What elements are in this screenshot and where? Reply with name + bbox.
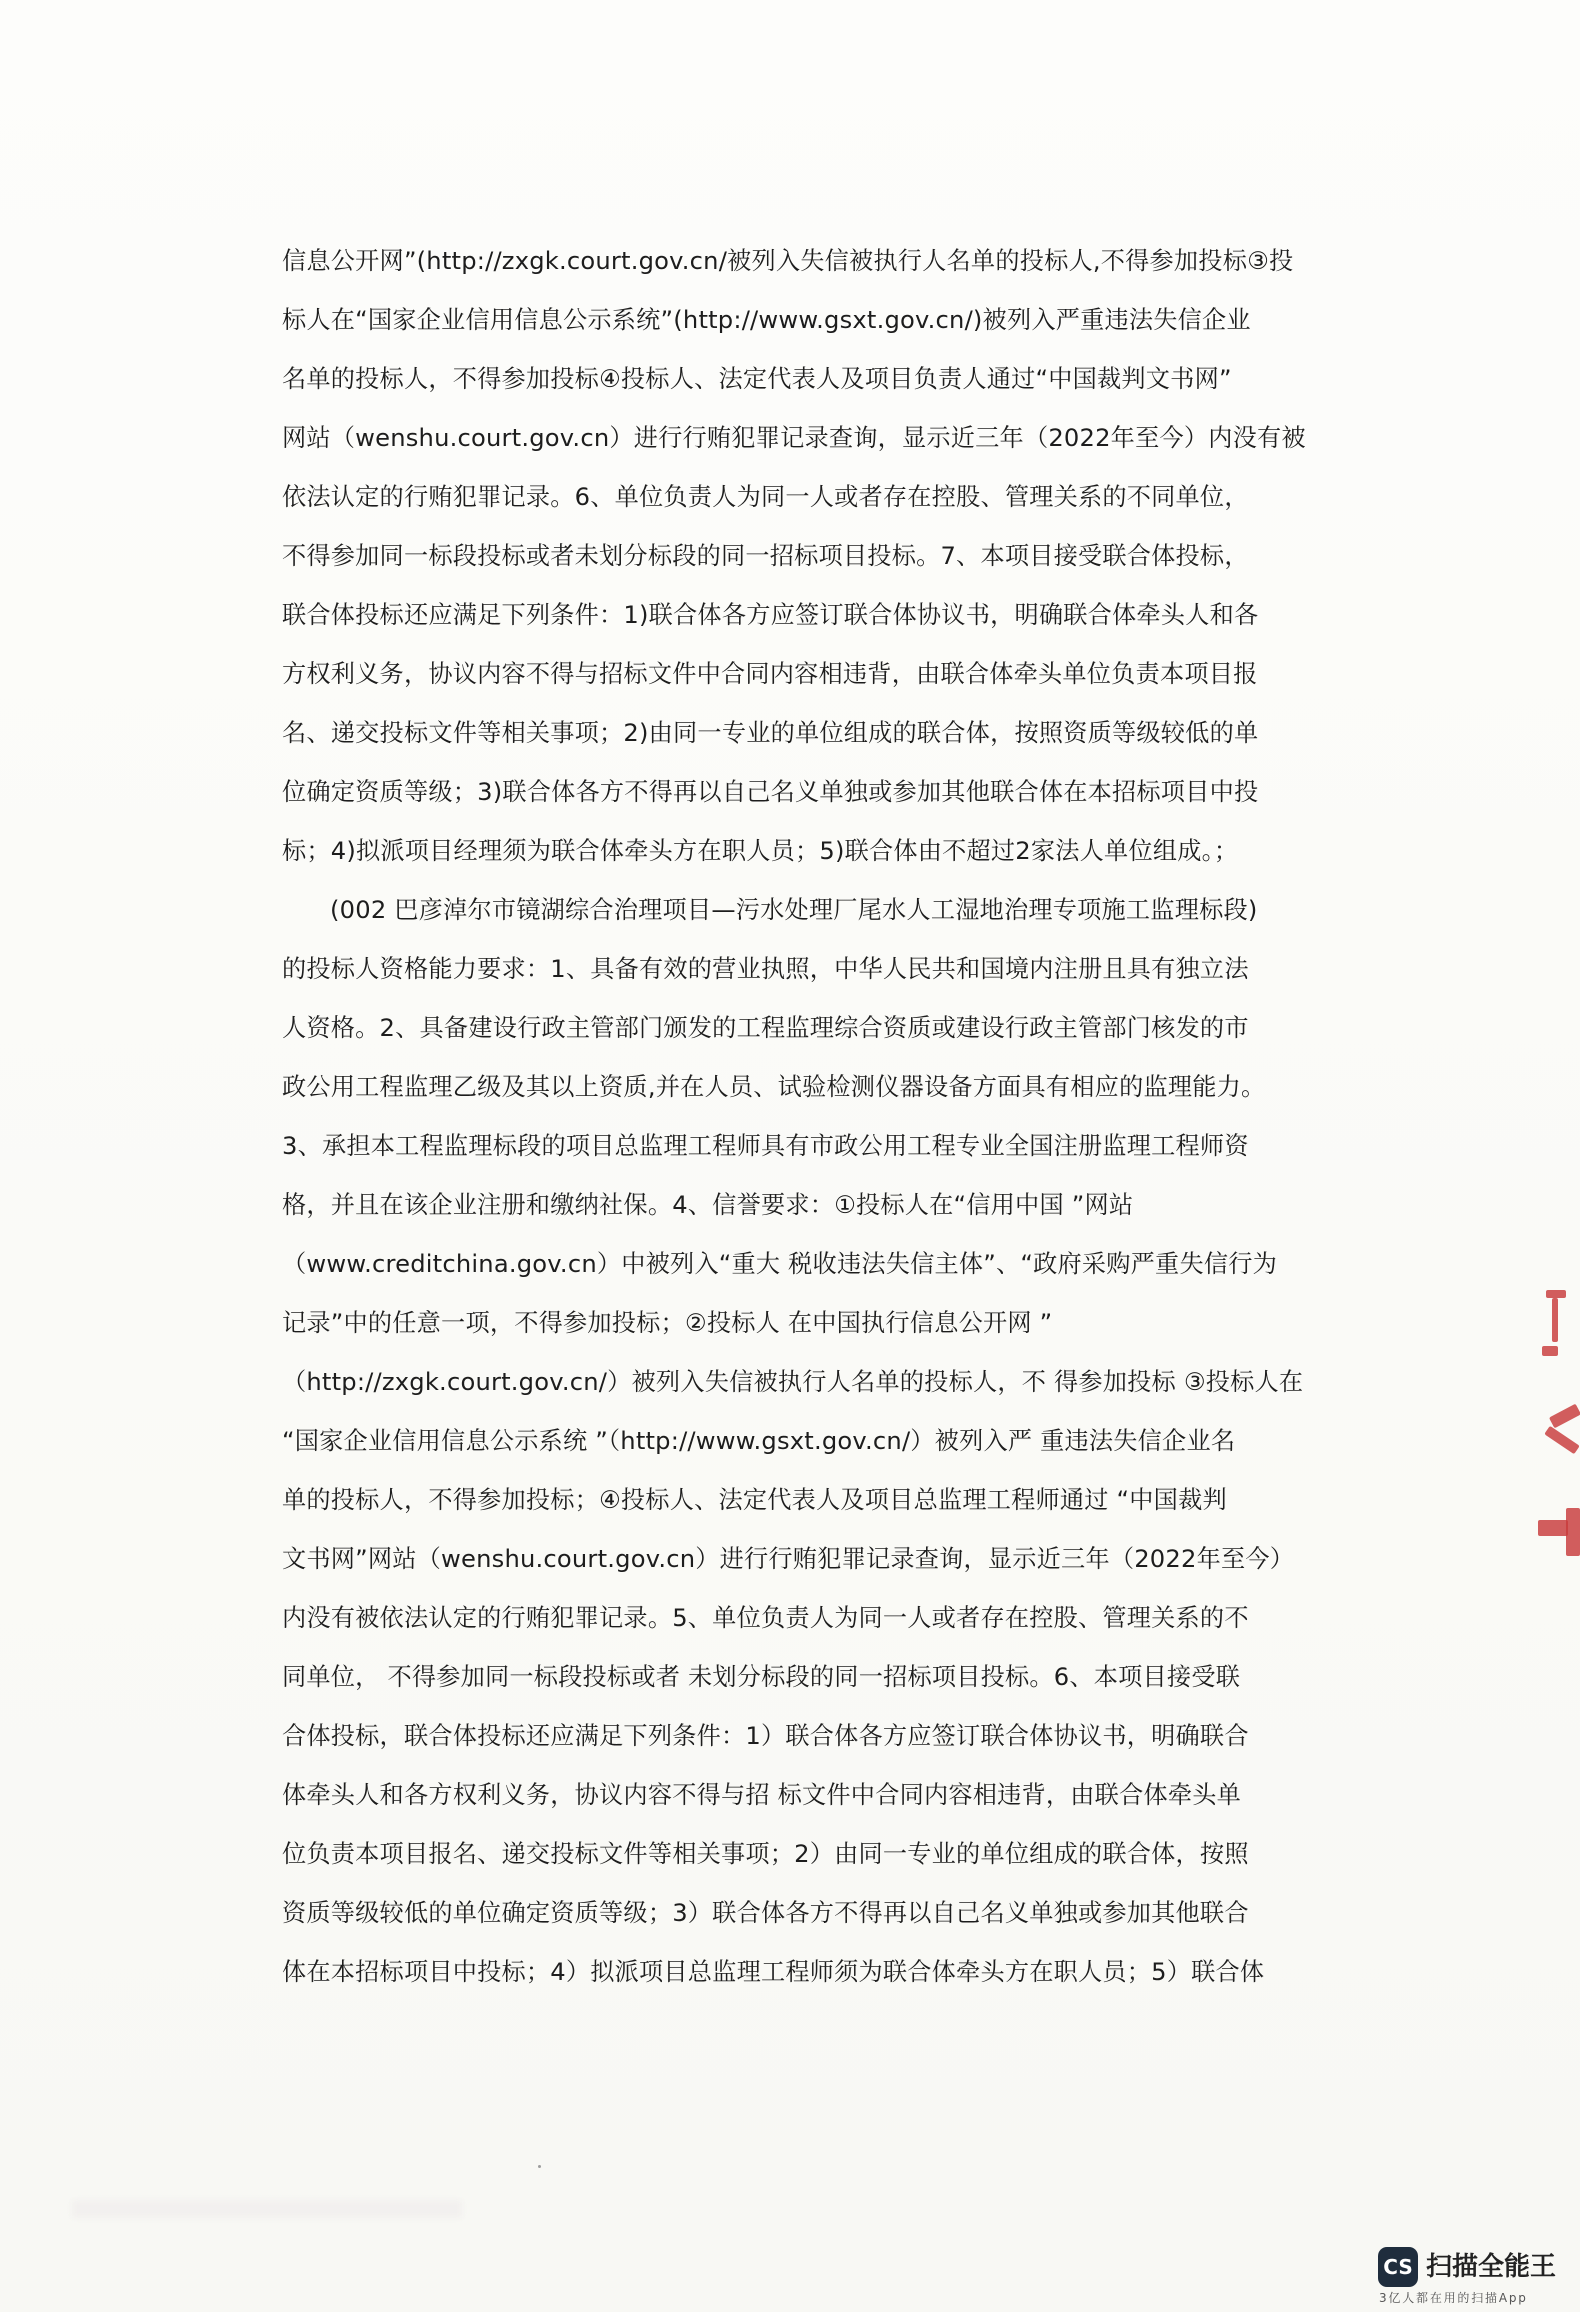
- text-line: 3、承担本工程监理标段的项目总监理工程师具有市政公用工程专业全国注册监理工程师资: [282, 1132, 1249, 1160]
- text-line: 记录”中的任意一项，不得参加投标；②投标人 在中国执行信息公开网 ”: [282, 1309, 1053, 1337]
- text-line: 名单的投标人，不得参加投标④投标人、法定代表人及项目负责人通过“中国裁判文书网”: [282, 365, 1232, 393]
- text-line: 依法认定的行贿犯罪记录。6、单位负责人为同一人或者存在控股、管理关系的不同单位，: [282, 483, 1249, 511]
- text-line: 合体投标，联合体投标还应满足下列条件：1）联合体各方应签订联合体协议书，明确联合: [282, 1722, 1249, 1750]
- text-line: （www.creditchina.gov.cn）中被列入“重大 税收违法失信主体”、“政府采购严重失信行为: [282, 1250, 1277, 1278]
- text-line: 格，并且在该企业注册和缴纳社保。4、信誉要求：①投标人在“信用中国 ”网站: [282, 1191, 1134, 1219]
- text-line: 标人在“国家企业信用信息公示系统”(http://www.gsxt.gov.cn/)被列入严重违法失信企业: [282, 306, 1251, 334]
- text-line: 的投标人资格能力要求：1、具备有效的营业执照，中华人民共和国境内注册且具有独立法: [282, 955, 1249, 983]
- seal-mark: [1544, 1426, 1579, 1454]
- text-line: 信息公开网”(http://zxgk.court.gov.cn/被列入失信被执行人名单的投标人,不得参加投标③投: [282, 247, 1294, 275]
- seal-mark: [1546, 1290, 1566, 1298]
- seal-mark: [1566, 1508, 1580, 1556]
- text-line: 位负责本项目报名、递交投标文件等相关事项；2）由同一专业的单位组成的联合体，按照: [282, 1840, 1249, 1868]
- text-line: “国家企业信用信息公示系统 ”（http://www.gsxt.gov.cn/）被列入严 重违法失信企业名: [282, 1427, 1236, 1455]
- scan-speck: [538, 2165, 541, 2168]
- scan-smudge: [72, 2200, 462, 2218]
- seal-mark: [1542, 1346, 1558, 1356]
- text-line: 标；4)拟派项目经理须为联合体牵头方在职人员；5)联合体由不超过2家法人单位组成。；: [282, 837, 1239, 865]
- text-line: 政公用工程监理乙级及其以上资质,并在人员、试验检测仪器设备方面具有相应的监理能力。: [282, 1073, 1266, 1101]
- text-line: （http://zxgk.court.gov.cn/）被列入失信被执行人名单的投标人，不 得参加投标 ③投标人在: [282, 1368, 1304, 1396]
- text-line: 内没有被依法认定的行贿犯罪记录。5、单位负责人为同一人或者存在控股、管理关系的不: [282, 1604, 1249, 1632]
- text-line: 资质等级较低的单位确定资质等级；3）联合体各方不得再以自己名义单独或参加其他联合: [282, 1899, 1249, 1927]
- text-line: 不得参加同一标段投标或者未划分标段的同一招标项目投标。7、本项目接受联合体投标，: [282, 542, 1249, 570]
- red-seal-fragment: [1528, 1270, 1580, 1610]
- text-line: 同单位， 不得参加同一标段投标或者 未划分标段的同一招标项目投标。6、本项目接受联: [282, 1663, 1241, 1691]
- section-heading-line: (002 巴彦淖尔市镜湖综合治理项目—污水处理厂尾水人工湿地治理专项施工监理标段): [330, 896, 1258, 924]
- scanner-watermark: [1378, 2247, 1558, 2305]
- text-line: 联合体投标还应满足下列条件：1)联合体各方应签订联合体协议书，明确联合体牵头人和各: [282, 601, 1259, 629]
- document-body: [282, 232, 1322, 2002]
- seal-mark: [1552, 1298, 1558, 1342]
- text-line: 位确定资质等级；3)联合体各方不得再以自己名义单独或参加其他联合体在本招标项目中投: [282, 778, 1259, 806]
- seal-mark: [1538, 1520, 1568, 1536]
- text-line: 体在本招标项目中投标；4）拟派项目总监理工程师须为联合体牵头方在职人员；5）联合体: [282, 1958, 1265, 1986]
- camscanner-logo-icon: CS: [1378, 2247, 1418, 2287]
- watermark-title: 扫描全能王: [1426, 2252, 1557, 2282]
- text-line: 文书网”网站（wenshu.court.gov.cn）进行行贿犯罪记录查询，显示近三年（2022年至今）: [282, 1545, 1295, 1573]
- text-line: 网站（wenshu.court.gov.cn）进行行贿犯罪记录查询，显示近三年（2022年至今）内没有被: [282, 424, 1306, 452]
- text-line: 人资格。2、具备建设行政主管部门颁发的工程监理综合资质或建设行政主管部门核发的市: [282, 1014, 1249, 1042]
- text-line: 名、递交投标文件等相关事项；2)由同一专业的单位组成的联合体，按照资质等级较低的单: [282, 719, 1259, 747]
- seal-mark: [1549, 1404, 1580, 1429]
- text-line: 体牵头人和各方权利义务，协议内容不得与招 标文件中合同内容相违背，由联合体牵头单: [282, 1781, 1242, 1809]
- watermark-subtitle: 3亿人都在用的扫描App: [1379, 2291, 1528, 2305]
- text-line: 单的投标人，不得参加投标；④投标人、法定代表人及项目总监理工程师通过 “中国裁判: [282, 1486, 1227, 1514]
- text-line: 方权利义务，协议内容不得与招标文件中合同内容相违背，由联合体牵头单位负责本项目报: [282, 660, 1258, 688]
